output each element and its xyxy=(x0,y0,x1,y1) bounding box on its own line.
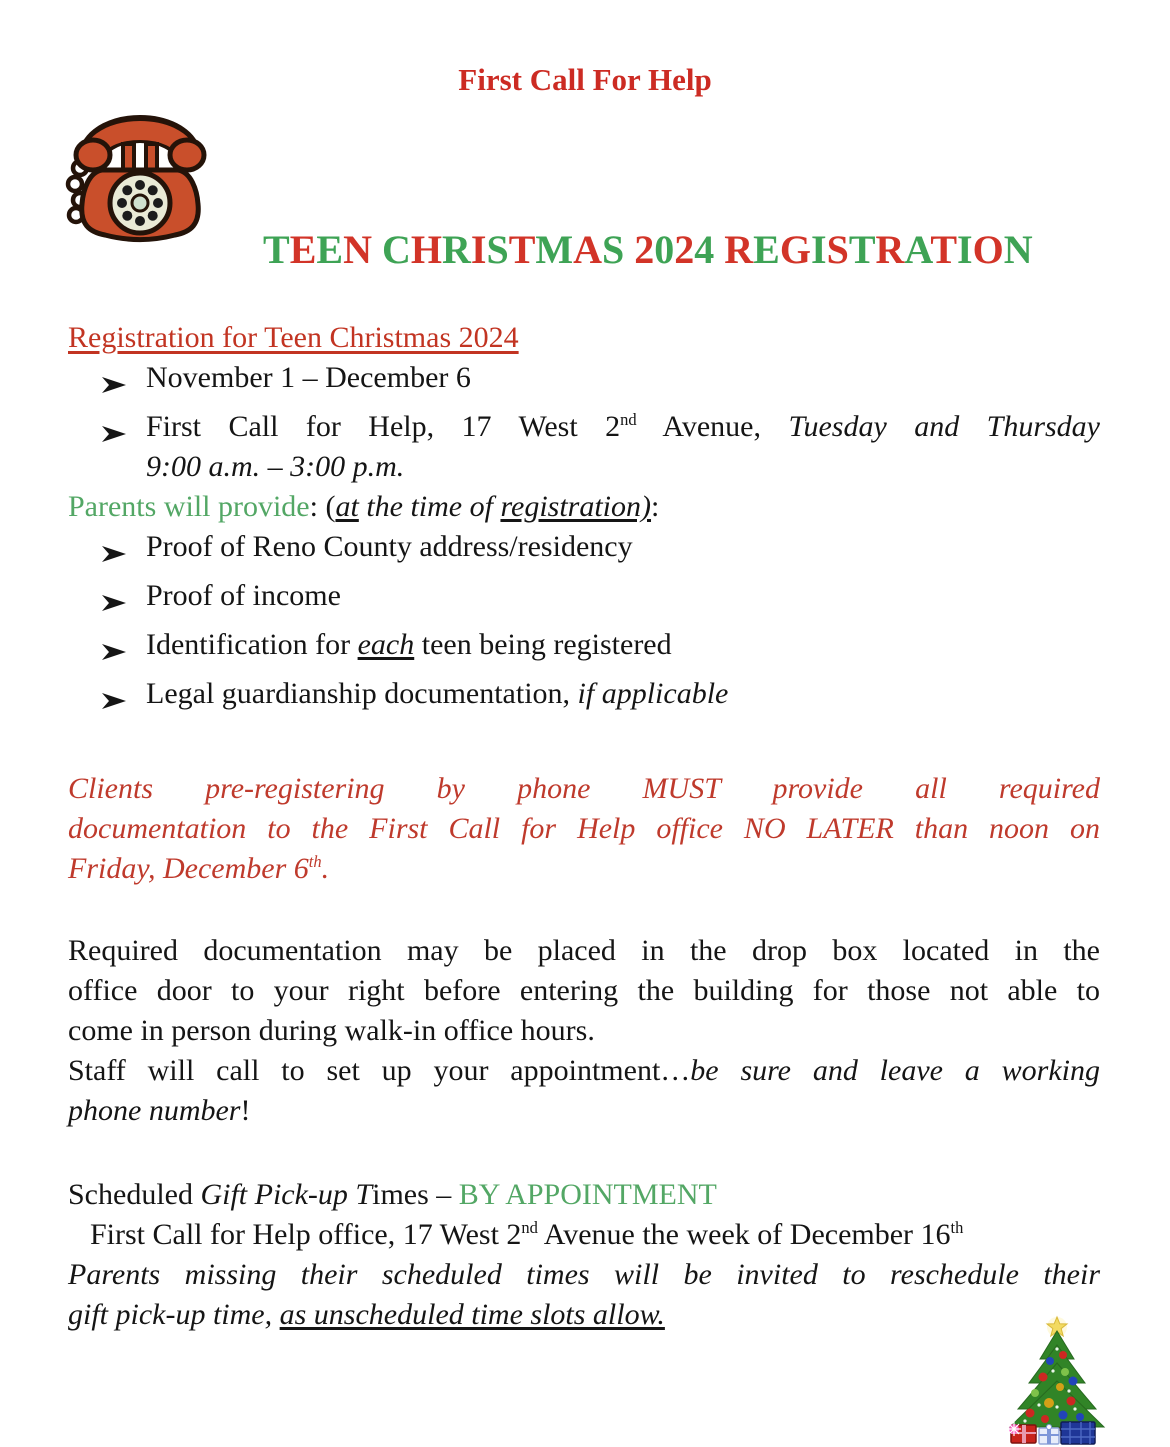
notice-line: Clients pre-registering by phone MUST provide all required xyxy=(68,772,1100,805)
provide-heading xyxy=(68,487,1100,527)
ordinal-superscript: nd xyxy=(521,1218,538,1237)
text-fragment: imes – xyxy=(372,1178,459,1211)
dropbox-line: Required documentation may be placed in the drop box located in the xyxy=(68,934,1100,967)
list-item xyxy=(68,527,1100,576)
text-fragment: Tuesday and Thursday xyxy=(788,410,1100,443)
text-fragment: ! xyxy=(240,1094,251,1127)
text-fragment: Avenue the week of December 16 xyxy=(537,1218,951,1251)
dropbox-line: come in person during walk-in office hours. xyxy=(68,1014,595,1047)
text-fragment: First Call for Help office, 17 West 2 xyxy=(90,1218,522,1251)
text-fragment: : ( xyxy=(309,490,336,523)
text-fragment: Friday, December 6 xyxy=(68,852,309,885)
text-fragment: each xyxy=(357,628,415,661)
main-title: TEEN CHRISTMAS 2024 REGISTRATION xyxy=(263,227,1033,272)
notice-line: documentation to the First Call for Help office NO LATER than noon on xyxy=(68,812,1100,845)
reschedule-note xyxy=(68,1255,1100,1335)
arrow-bullet-icon xyxy=(100,407,146,487)
provide-item-income: Proof of income xyxy=(146,579,341,612)
text-fragment: Scheduled xyxy=(68,1178,201,1211)
org-title: First Call For Help xyxy=(458,62,712,97)
pickup-heading xyxy=(68,1175,1100,1215)
rotary-phone-icon xyxy=(64,102,216,244)
dropbox-paragraph xyxy=(68,931,1100,1051)
gift-pickup-section xyxy=(68,1175,1100,1335)
text-fragment: Staff will call to set up your appointment… xyxy=(68,1054,691,1087)
registration-location-line xyxy=(146,407,1100,447)
text-fragment: First Call for Help, 17 West 2 xyxy=(146,410,621,443)
list-item xyxy=(68,674,1100,723)
arrow-bullet-icon xyxy=(100,527,146,576)
staff-line xyxy=(68,1051,1100,1091)
text-fragment: Avenue, xyxy=(636,410,789,443)
text-fragment: the time of xyxy=(358,490,501,523)
text-fragment: registration) xyxy=(500,490,652,523)
list-item xyxy=(68,407,1100,487)
arrow-bullet-icon xyxy=(100,625,146,674)
text-fragment: at xyxy=(335,490,359,523)
text-fragment: Gift Pick-up T xyxy=(200,1178,373,1211)
provide-item-guardianship xyxy=(146,674,1100,714)
reschedule-line xyxy=(68,1295,1100,1335)
provide-item-identification xyxy=(146,625,1100,665)
pickup-address xyxy=(68,1215,1100,1255)
arrow-bullet-icon xyxy=(100,674,146,723)
text-fragment: phone number xyxy=(68,1094,241,1127)
flyer-body xyxy=(68,318,1100,1335)
arrow-bullet-icon xyxy=(100,576,146,625)
by-appointment-label: BY APPOINTMENT xyxy=(458,1178,717,1211)
phone-preregistration-notice xyxy=(68,769,1100,889)
list-item xyxy=(68,358,1100,407)
ordinal-superscript: nd xyxy=(620,410,637,429)
arrow-bullet-icon xyxy=(100,358,146,407)
ordinal-superscript: th xyxy=(308,852,322,871)
ordinal-superscript: th xyxy=(950,1218,964,1237)
staff-callback-paragraph xyxy=(68,1051,1100,1131)
provide-item-residency: Proof of Reno County address/residency xyxy=(146,530,633,563)
text-fragment: gift pick-up time, xyxy=(68,1298,280,1331)
reschedule-line: Parents missing their scheduled times will be invited to reschedule their xyxy=(68,1258,1100,1291)
christmas-tree-icon xyxy=(1005,1315,1110,1445)
text-fragment: Legal guardianship documentation, xyxy=(146,677,578,710)
registration-hours: 9:00 a.m. – 3:00 p.m. xyxy=(146,450,405,483)
text-fragment: if applicable xyxy=(577,677,729,710)
registration-heading: Registration for Teen Christmas 2024 xyxy=(68,321,519,354)
text-fragment: teen being registered xyxy=(414,628,672,661)
text-fragment: . xyxy=(321,852,330,885)
provide-label: Parents will provide xyxy=(68,490,310,523)
staff-line xyxy=(68,1091,1100,1131)
list-item xyxy=(68,576,1100,625)
text-fragment: be sure and leave a working xyxy=(690,1054,1100,1087)
text-fragment: : xyxy=(651,490,660,523)
dropbox-line: office door to your right before entering the building for those not able to xyxy=(68,974,1100,1007)
registration-dates: November 1 – December 6 xyxy=(146,361,471,394)
list-item xyxy=(68,625,1100,674)
notice-line xyxy=(68,849,1100,889)
text-fragment: as unscheduled time slots allow. xyxy=(279,1298,665,1331)
text-fragment: Identification for xyxy=(146,628,358,661)
